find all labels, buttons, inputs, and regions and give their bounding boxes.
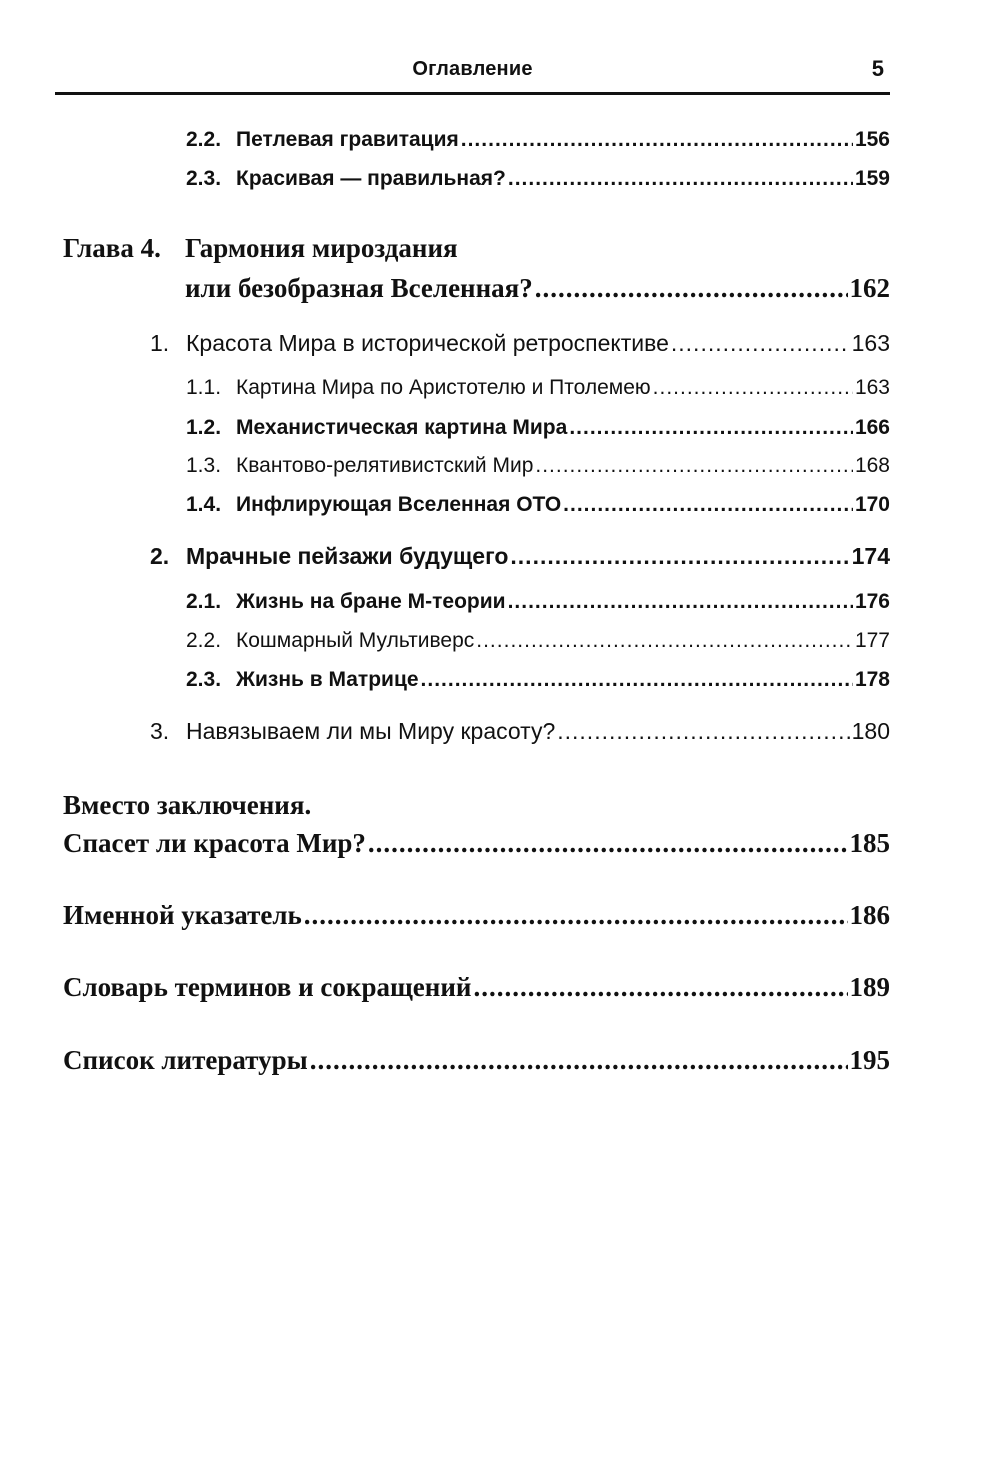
dot-leader (304, 900, 848, 931)
dot-leader (535, 273, 848, 304)
glossary-entry[interactable] (63, 972, 890, 1003)
toc-entry[interactable] (186, 128, 890, 152)
entry-title: Именной указатель (63, 900, 302, 930)
section-title: Красота Мира в исторической ретроспективе (186, 330, 669, 356)
dot-leader (557, 718, 849, 745)
entry-number: 1.2. (186, 416, 222, 439)
dot-leader (653, 376, 853, 400)
entry-number: 2.2. (186, 629, 222, 652)
entry-title: Жизнь на бране М-теории (236, 590, 506, 613)
entry-number: 2.1. (186, 590, 222, 613)
toc-entry[interactable] (186, 454, 890, 478)
toc-section[interactable] (150, 543, 890, 570)
entry-title: Инфлирующая Вселенная ОТО (236, 493, 562, 516)
dot-leader (671, 330, 850, 357)
entry-title: Квантово-релятивистский Мир (236, 454, 534, 477)
toc-entry[interactable] (186, 590, 890, 614)
running-header-title: Оглавление (412, 58, 533, 80)
entry-page: 180 (851, 718, 890, 744)
entry-page: 185 (849, 828, 890, 858)
page-number: 5 (871, 56, 884, 81)
name-index-entry[interactable] (63, 900, 890, 931)
dot-leader (563, 493, 853, 517)
dot-leader (510, 543, 849, 570)
entry-page: 178 (854, 668, 890, 691)
entry-number: 2.3. (186, 668, 222, 691)
entry-title: Кошмарный Мультиверс (236, 629, 475, 652)
toc-entry[interactable] (186, 167, 890, 191)
toc-entry[interactable] (186, 668, 890, 692)
entry-page: 162 (849, 273, 890, 303)
chapter-4-entry[interactable] (185, 273, 890, 304)
entry-title: Механистическая картина Мира (236, 416, 568, 439)
dot-leader (461, 128, 853, 152)
entry-page: 177 (854, 629, 890, 652)
toc-section[interactable] (150, 330, 890, 357)
references-entry[interactable] (63, 1045, 890, 1076)
running-header (55, 52, 890, 95)
dot-leader (421, 668, 853, 692)
entry-title: Жизнь в Матрице (236, 668, 419, 691)
chapter-title-line2: или безобразная Вселенная? (185, 273, 533, 303)
conclusion-entry[interactable] (63, 828, 890, 859)
dot-leader (473, 972, 847, 1003)
entry-number: 2.3. (186, 167, 222, 190)
entry-title: Петлевая гравитация (236, 128, 459, 151)
entry-page: 166 (854, 416, 890, 439)
dot-leader (368, 828, 848, 859)
conclusion-title: Спасет ли красота Мир? (63, 828, 366, 858)
entry-number: 1.3. (186, 454, 222, 477)
dot-leader (310, 1045, 848, 1076)
section-number: 2. (150, 543, 170, 569)
entry-title: Красивая — правильная? (236, 167, 506, 190)
entry-page: 156 (854, 128, 890, 151)
entry-page: 189 (849, 972, 890, 1002)
section-number: 1. (150, 330, 170, 356)
entry-page: 159 (854, 167, 890, 190)
entry-page: 195 (849, 1045, 890, 1075)
chapter-title-line1: Гармония мироздания (185, 233, 458, 263)
entry-page: 170 (854, 493, 890, 516)
entry-number: 2.2. (186, 128, 222, 151)
entry-page: 168 (854, 454, 890, 477)
entry-title: Картина Мира по Аристотелю и Птолемею (236, 376, 651, 399)
entry-number: 1.4. (186, 493, 222, 516)
chapter-4-heading (63, 233, 458, 264)
toc-section[interactable] (150, 718, 890, 745)
entry-title: Словарь терминов и сокращений (63, 972, 472, 1002)
entry-page: 163 (851, 330, 890, 356)
dot-leader (476, 629, 853, 653)
section-number: 3. (150, 718, 170, 744)
chapter-number: Глава 4. (63, 233, 161, 263)
section-title: Мрачные пейзажи будущего (186, 543, 509, 569)
entry-page: 176 (854, 590, 890, 613)
toc-entry[interactable] (186, 416, 890, 440)
conclusion-heading: Вместо заключения. (63, 790, 312, 820)
dot-leader (508, 590, 853, 614)
dot-leader (535, 454, 853, 478)
section-title: Навязываем ли мы Миру красоту? (186, 718, 556, 744)
entry-title: Список литературы (63, 1045, 308, 1075)
entry-page: 174 (851, 543, 890, 569)
entry-number: 1.1. (186, 376, 222, 399)
dot-leader (569, 416, 853, 440)
toc-entry[interactable] (186, 493, 890, 517)
toc-entry[interactable] (186, 376, 890, 400)
entry-page: 186 (849, 900, 890, 930)
dot-leader (508, 167, 853, 191)
toc-entry[interactable] (186, 629, 890, 653)
entry-page: 163 (854, 376, 890, 399)
